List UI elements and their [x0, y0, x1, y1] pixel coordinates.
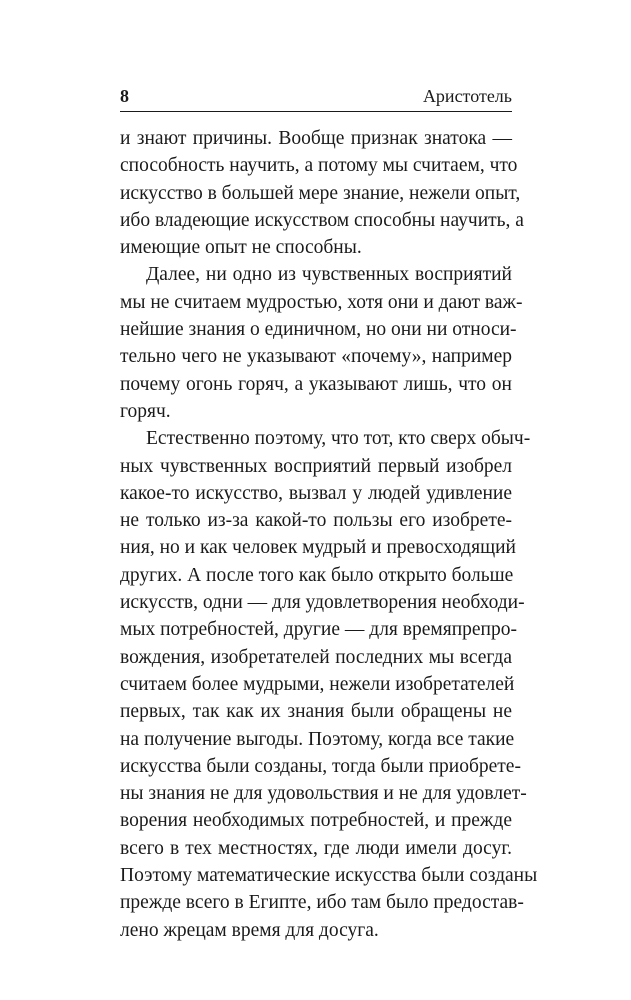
page-number: 8	[120, 86, 129, 106]
text-line: ны знания не для удовольствия и не для удовлет-	[120, 783, 527, 805]
text-line: почему огонь горяч, а указывают лишь, что он	[120, 373, 512, 395]
body-text	[120, 125, 538, 944]
text-line: какое-то искусство, вызвал у людей удивление	[120, 482, 512, 504]
running-head	[120, 84, 512, 108]
text-line: искусства были созданы, тогда были приобрете-	[120, 755, 521, 777]
header-rule	[120, 111, 512, 112]
running-head-title: Аристотель	[422, 86, 512, 106]
text-line: Естественно поэтому, что тот, кто сверх обыч-	[146, 428, 531, 450]
text-line: имеющие опыт не способны.	[120, 237, 362, 259]
text-line: искусство в большей мере знание, нежели опыт,	[120, 182, 521, 204]
text-line: ворения необходимых потребностей, и прежде	[120, 810, 512, 832]
text-line: лено жрецам время для досуга.	[120, 919, 379, 941]
text-line: других. А после того как было открыто больше	[120, 564, 514, 586]
text-line: искусств, одни — для удовлетворения необходи-	[120, 592, 525, 614]
text-line: горяч.	[120, 400, 171, 422]
text-line: всего в тех местностях, где люди имели досуг.	[120, 837, 512, 859]
text-line: прежде всего в Египте, ибо там было предостав-	[120, 892, 524, 914]
text-line: мы не считаем мудростью, хотя они и дают важ-	[120, 291, 523, 313]
text-line: ных чувственных восприятий первый изобрел	[120, 455, 512, 477]
text-line: тельно чего не указывают «почему», например	[120, 346, 512, 368]
text-line: первых, так как их знания были обращены не	[120, 701, 512, 723]
text-line: ния, но и как человек мудрый и превосходящий	[120, 537, 516, 559]
text-line: нейшие знания о единичном, но они ни относи-	[120, 319, 517, 341]
text-line: на получение выгоды. Поэтому, когда все такие	[120, 728, 515, 750]
text-line: ибо владеющие искусством способны научить, а	[120, 209, 524, 231]
text-line: не только из-за какой-то пользы его изобрете-	[120, 510, 512, 532]
text-line: способность научить, а потому мы считаем, что	[120, 155, 518, 177]
text-line: Поэтому математические искусства были созданы	[120, 865, 538, 887]
text-line: вождения, изобретателей последних мы всегда	[120, 646, 512, 668]
paragraph	[120, 125, 524, 261]
text-line: Далее, ни одно из чувственных восприятий	[146, 264, 512, 286]
paragraph	[120, 261, 523, 425]
text-line: считаем более мудрыми, нежели изобретателей	[120, 673, 515, 695]
text-line: мых потребностей, другие — для времяпрепро-	[120, 619, 517, 641]
paragraph	[120, 425, 538, 944]
text-line: и знают причины. Вообще признак знатока —	[120, 128, 512, 149]
